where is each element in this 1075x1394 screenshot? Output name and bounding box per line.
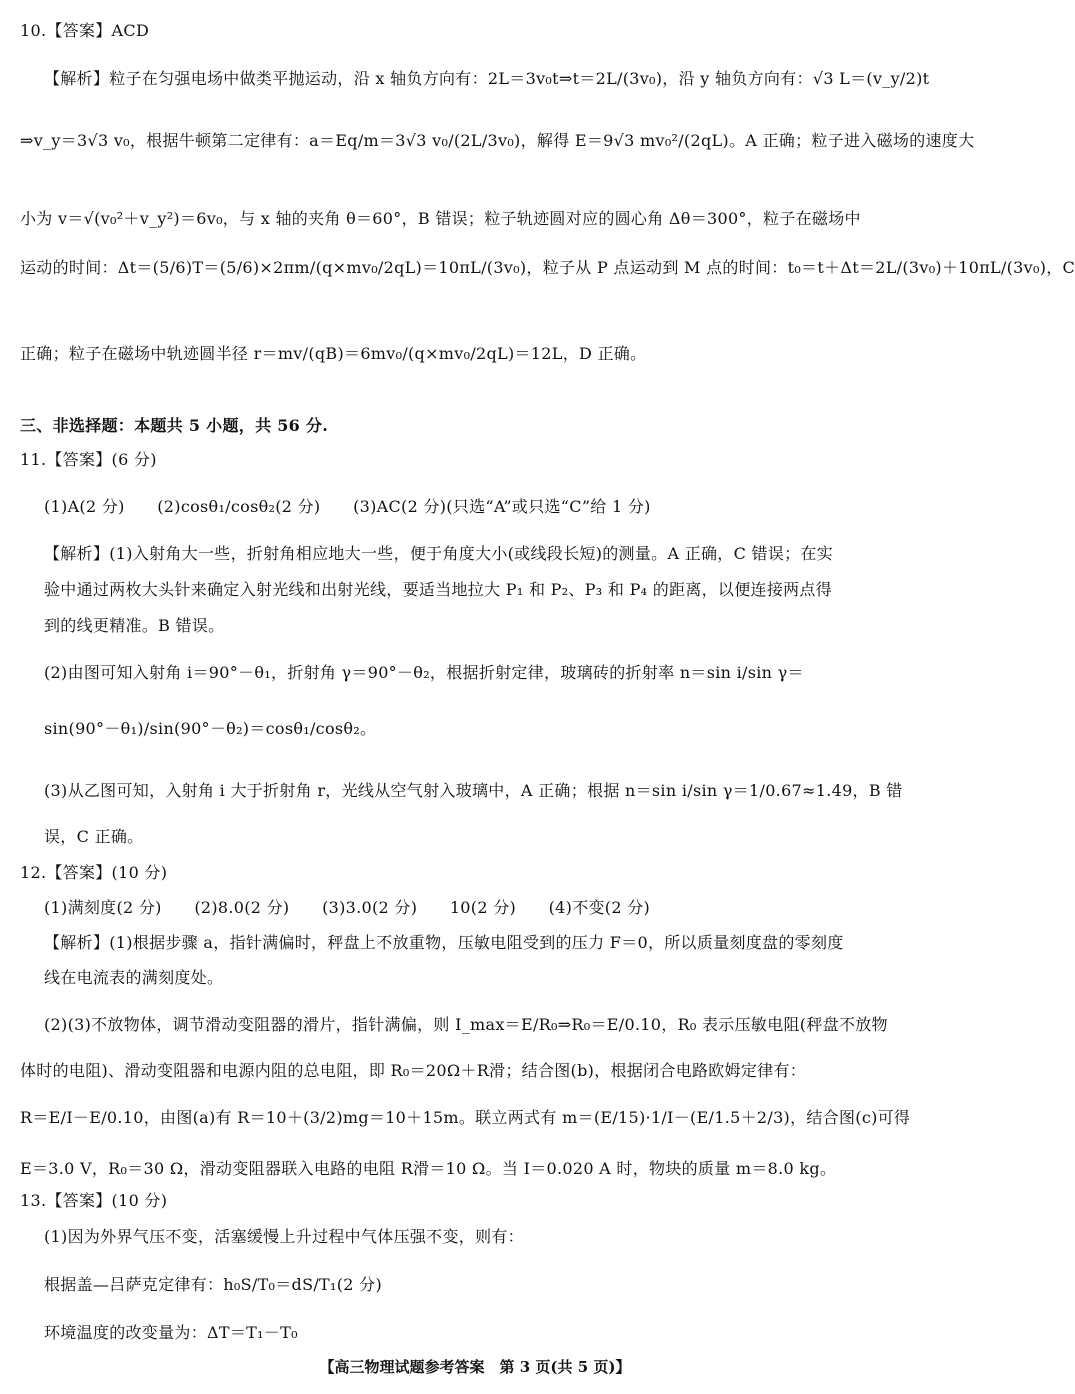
text-line: 体时的电阻)、滑动变阻器和电源内阻的总电阻，即 R₀＝20Ω＋R滑；结合图(b)，根据闭合电路欧姆定律有：	[20, 1061, 807, 1080]
text-line: 环境温度的改变量为：ΔT＝T₁－T₀	[44, 1323, 298, 1342]
text-line: 【解析】粒子在匀强电场中做类平抛运动，沿 x 轴负方向有：2L＝3v₀t⇒t＝2L/(3v₀)，沿 y 轴负方向有：√3 L＝(v_y/2)t	[44, 69, 930, 88]
text-line: (2)由图可知入射角 i＝90°－θ₁，折射角 γ＝90°－θ₂，根据折射定律，玻璃砖的折射率 n＝sin i/sin γ＝	[44, 663, 804, 682]
page-footer: 【高三物理试题参考答案 第 3 页(共 5 页)】	[319, 1358, 631, 1376]
text-line: 10.【答案】ACD	[20, 21, 150, 40]
text-line: 12.【答案】(10 分)	[20, 863, 168, 882]
text-line: (3)从乙图可知，入射角 i 大于折射角 r，光线从空气射入玻璃中，A 正确；根据 n＝sin i/sin γ＝1/0.67≈1.49，B 错	[44, 781, 903, 800]
text-line: 11.【答案】(6 分)	[20, 450, 157, 469]
text-line: 正确；粒子在磁场中轨迹圆半径 r＝mv/(qB)＝6mv₀/(q×mv₀/2qL)＝12L，D 正确。	[20, 344, 647, 363]
text-line: 【解析】(1)根据步骤 a，指针满偏时，秤盘上不放重物，压敏电阻受到的压力 F＝0，所以质量刻度盘的零刻度	[44, 933, 844, 952]
text-line: (1)满刻度(2 分) (2)8.0(2 分) (3)3.0(2 分) 10(2 分) (4)不变(2 分)	[44, 898, 651, 917]
text-line: (1)A(2 分) (2)cosθ₁/cosθ₂(2 分) (3)AC(2 分)(只选“A”或只选“C”给 1 分)	[44, 497, 651, 516]
text-line: E＝3.0 V，R₀＝30 Ω，滑动变阻器联入电路的电阻 R滑＝10 Ω。当 I＝0.020 A 时，物块的质量 m＝8.0 kg。	[20, 1159, 837, 1178]
text-line: 到的线更精准。B 错误。	[44, 616, 225, 635]
text-line: 误，C 正确。	[44, 827, 144, 846]
text-line: sin(90°－θ₁)/sin(90°－θ₂)＝cosθ₁/cosθ₂。	[44, 719, 377, 738]
text-line: 运动的时间：Δt＝(5/6)T＝(5/6)×2πm/(q×mv₀/2qL)＝10πL/(3v₀)，粒子从 P 点运动到 M 点的时间：t₀＝t＋Δt＝2L/(3v₀)＋10πL/(3v₀)，C	[20, 258, 1075, 277]
text-line: 验中通过两枚大头针来确定入射光线和出射光线，要适当地拉大 P₁ 和 P₂、P₃ 和 P₄ 的距离，以便连接两点得	[44, 580, 833, 599]
text-line: (1)因为外界气压不变，活塞缓慢上升过程中气体压强不变，则有：	[44, 1227, 524, 1246]
text-line: 线在电流表的满刻度处。	[44, 968, 224, 987]
text-line: (2)(3)不放物体，调节滑动变阻器的滑片，指针满偏，则 I_max＝E/R₀⇒R₀＝E/0.10，R₀ 表示压敏电阻(秤盘不放物	[44, 1015, 888, 1034]
text-line: 小为 v＝√(v₀²＋v_y²)＝6v₀，与 x 轴的夹角 θ＝60°，B 错误；粒子轨迹圆对应的圆心角 Δθ＝300°，粒子在磁场中	[20, 209, 861, 228]
text-line: 三、非选择题：本题共 5 小题，共 56 分.	[20, 416, 329, 435]
text-line: R＝E/I－E/0.10，由图(a)有 R＝10＋(3/2)mg＝10＋15m。联立两式有 m＝(E/15)·1/I－(E/1.5＋2/3)，结合图(c)可得	[20, 1108, 911, 1127]
text-line: 13.【答案】(10 分)	[20, 1191, 168, 1210]
text-line: 【解析】(1)入射角大一些，折射角相应地大一些，便于角度大小(或线段长短)的测量。A 正确，C 错误；在实	[44, 544, 834, 563]
text-line: ⇒v_y＝3√3 v₀，根据牛顿第二定律有：a＝Eq/m＝3√3 v₀/(2L/3v₀)，解得 E＝9√3 mv₀²/(2qL)。A 正确；粒子进入磁场的速度大	[20, 131, 975, 150]
text-line: 根据盖—吕萨克定律有：h₀S/T₀＝dS/T₁(2 分)	[44, 1275, 382, 1294]
